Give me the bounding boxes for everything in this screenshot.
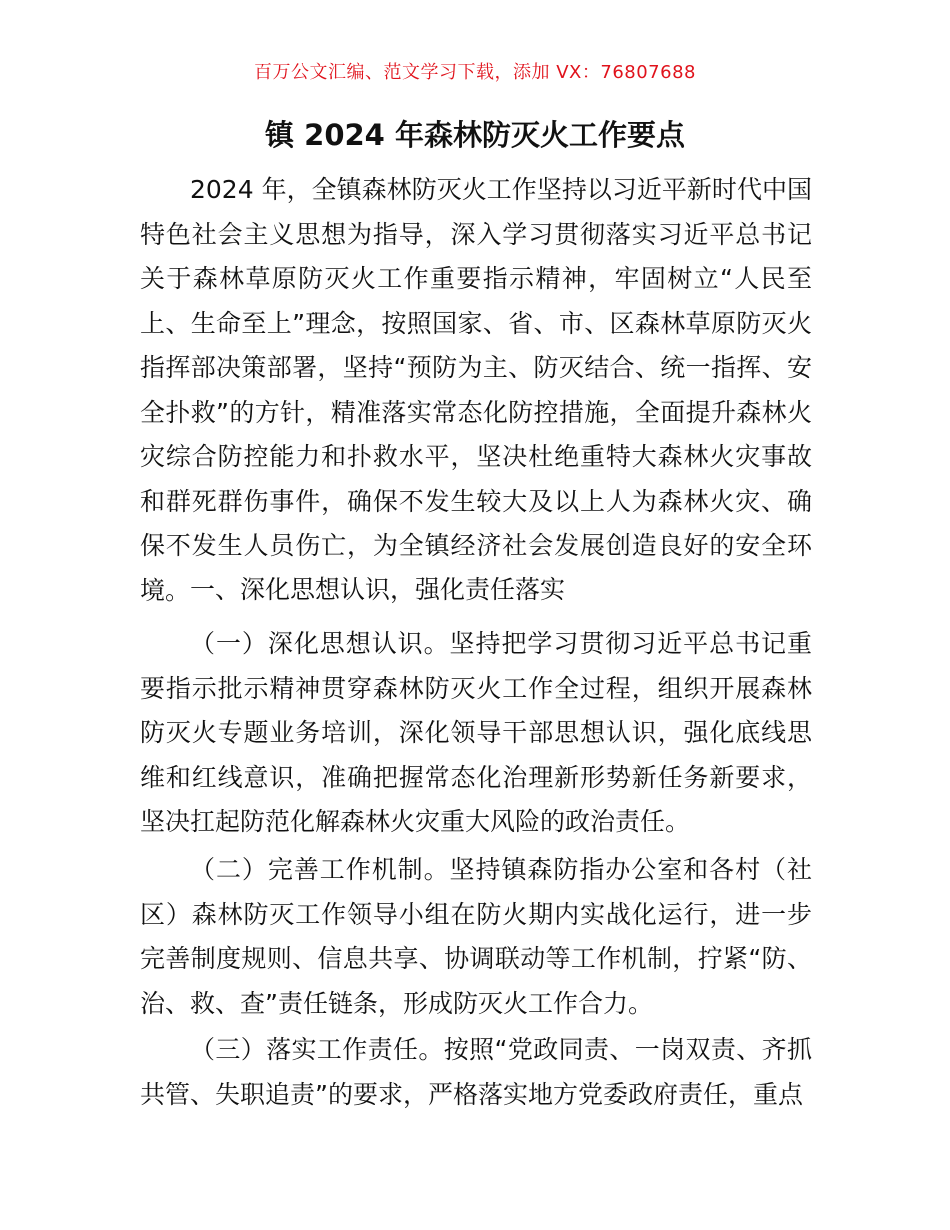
- watermark-banner: 百万公文汇编、范文学习下载，添加 VX：76807688: [254, 62, 696, 83]
- section-heading: 一、深化思想认识，强化责任落实: [190, 575, 566, 604]
- intro-paragraph: 2024 年，全镇森林防灭火工作坚持以习近平新时代中国特色社会主义思想为指导，深入学习贯彻落实习近平总书记关于森林草原防灭火工作重要指示精神，牢固树立“人民至上、生命至上”理念，按照国家、省、市、区森林草原防灭火指挥部决策部署，坚持“预防为主、防灭结合、统一指挥、安全扑救”的方针，精准落实常态化防控措施，全面提升森林火灾综合防控能力和扑救水平，坚决杜绝重特大森林火灾事故和群死群伤事件，确保不发生较大及以上人为森林火灾、确保不发生人员伤亡，为全镇经济社会发展创造良好的安全环境。: [140, 175, 812, 605]
- item-paragraph-3: （三）落实工作责任。按照“党政同责、一岗双责、齐抓共管、失职追责”的要求，严格落实地方党委政府责任，重点: [140, 1035, 812, 1109]
- item-paragraph-1: （一）深化思想认识。坚持把学习贯彻习近平总书记重要指示批示精神贯穿森林防灭火工作全过程，组织开展森林防灭火专题业务培训，深化领导干部思想认识，强化底线思维和红线意识，准确把握常态化治理新形势新任务新要求，坚决扛起防范化解森林火灾重大风险的政治责任。: [140, 629, 812, 836]
- document-title: 镇 2024 年森林防灭火工作要点: [265, 118, 685, 152]
- item-paragraph-2: （二）完善工作机制。坚持镇森防指办公室和各村（社区）森林防灭工作领导小组在防火期内实战化运行，进一步完善制度规则、信息共享、协调联动等工作机制，拧紧“防、治、救、查”责任链条，形成防灭火工作合力。: [140, 855, 812, 1018]
